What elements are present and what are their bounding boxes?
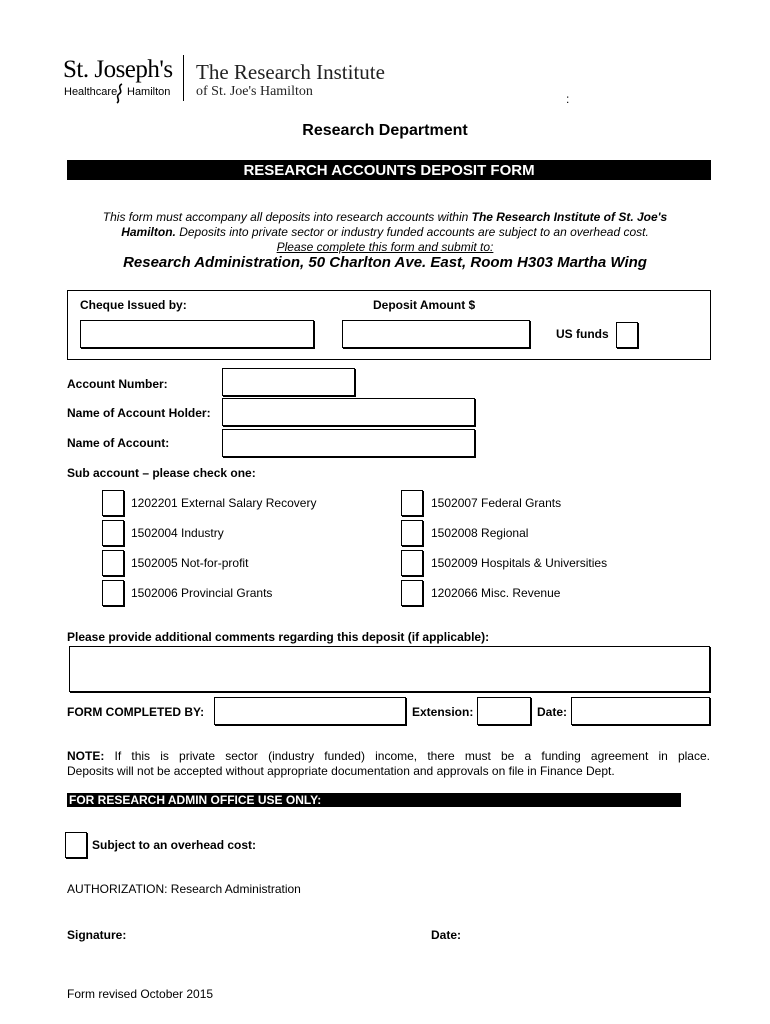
- intro-line2-text: Deposits into private sector or industry funded accounts are subject to an overhead cost.: [175, 225, 649, 239]
- sub-account-option: 1502006 Provincial Grants: [131, 586, 273, 600]
- overhead-checkbox[interactable]: [65, 832, 87, 858]
- us-funds-checkbox[interactable]: [616, 322, 638, 348]
- department-title: Research Department: [302, 122, 468, 139]
- note-text: [67, 749, 710, 779]
- note-line2: Deposits will not be accepted without appropriate documentation and approvals on file in Finance Dept.: [67, 764, 615, 778]
- office-use-banner: FOR RESEARCH ADMIN OFFICE USE ONLY:: [67, 793, 681, 807]
- account-name-field[interactable]: [222, 429, 475, 457]
- sub-account-checkbox[interactable]: [102, 550, 124, 576]
- intro-line1: [0, 210, 770, 225]
- sub-account-option: 1502008 Regional: [431, 526, 529, 540]
- comments-field[interactable]: [69, 646, 710, 692]
- colon-mark: :: [566, 92, 570, 106]
- date-label: Date:: [537, 705, 568, 719]
- logo-line2b: Hamilton: [127, 86, 171, 98]
- sub-account-option: 1202201 External Salary Recovery: [131, 496, 317, 510]
- sub-account-checkbox[interactable]: [102, 580, 124, 606]
- logo-line2a: Healthcare: [64, 86, 118, 98]
- institute-line1: The Research Institute: [196, 60, 385, 84]
- sub-account-checkbox[interactable]: [102, 490, 124, 516]
- cheque-issued-by-field[interactable]: [80, 320, 314, 348]
- us-funds-label: US funds: [556, 327, 609, 341]
- completed-by-field[interactable]: [214, 697, 406, 725]
- sub-account-label: Sub account – please check one:: [67, 466, 256, 480]
- sub-account-checkbox[interactable]: [401, 580, 423, 606]
- sub-account-checkbox[interactable]: [102, 520, 124, 546]
- deposit-amount-field[interactable]: [342, 320, 530, 348]
- sub-account-option: 1502005 Not-for-profit: [131, 556, 249, 570]
- institute-name: The Research Institute of St. Joe's: [471, 210, 668, 224]
- account-number-label: Account Number:: [67, 377, 168, 391]
- comments-label: Please provide additional comments regarding this deposit (if applicable):: [67, 630, 490, 644]
- sub-account-option: 1202066 Misc. Revenue: [431, 586, 561, 600]
- deposit-amount-label: Deposit Amount $: [373, 298, 476, 312]
- swirl-icon: [114, 82, 126, 104]
- account-holder-field[interactable]: [222, 398, 475, 426]
- logo-line1: St. Joseph's: [63, 56, 173, 83]
- form-revised-text: Form revised October 2015: [67, 987, 214, 1001]
- intro-line3: Please complete this form and submit to:: [276, 240, 494, 254]
- extension-label: Extension:: [412, 705, 474, 719]
- office-date-label: Date:: [431, 928, 462, 942]
- sub-account-checkbox[interactable]: [401, 520, 423, 546]
- intro-line2: [0, 225, 770, 240]
- intro-text: [0, 210, 770, 255]
- form-title-banner: RESEARCH ACCOUNTS DEPOSIT FORM: [67, 160, 711, 180]
- note-label: NOTE:: [67, 749, 105, 763]
- signature-label: Signature:: [67, 928, 127, 942]
- cheque-issued-by-label: Cheque Issued by:: [80, 298, 187, 312]
- authorization-text: AUTHORIZATION: Research Administration: [67, 882, 301, 896]
- account-holder-label: Name of Account Holder:: [67, 406, 211, 420]
- account-name-label: Name of Account:: [67, 436, 170, 450]
- extension-field[interactable]: [477, 697, 531, 725]
- sub-account-option: 1502007 Federal Grants: [431, 496, 562, 510]
- note-line1: [67, 749, 710, 764]
- note-line1-text: If this is private sector (industry funded) income, there must be a funding agreement in place.: [104, 749, 710, 763]
- date-field[interactable]: [571, 697, 710, 725]
- completed-by-label: FORM COMPLETED BY:: [67, 705, 205, 719]
- overhead-label: Subject to an overhead cost:: [92, 838, 257, 852]
- institute-line2: of St. Joe's Hamilton: [196, 84, 313, 99]
- sub-account-option: 1502004 Industry: [131, 526, 224, 540]
- submit-address: Research Administration, 50 Charlton Ave. East, Room H303 Martha Wing: [123, 254, 647, 271]
- sub-account-option: 1502009 Hospitals & Universities: [431, 556, 608, 570]
- account-number-field[interactable]: [222, 368, 355, 396]
- intro-line1-text: This form must accompany all deposits into research accounts within: [102, 210, 472, 224]
- sub-account-checkbox[interactable]: [401, 550, 423, 576]
- sub-account-checkbox[interactable]: [401, 490, 423, 516]
- logo-divider: [183, 55, 184, 101]
- hamilton-bold: Hamilton.: [121, 225, 176, 239]
